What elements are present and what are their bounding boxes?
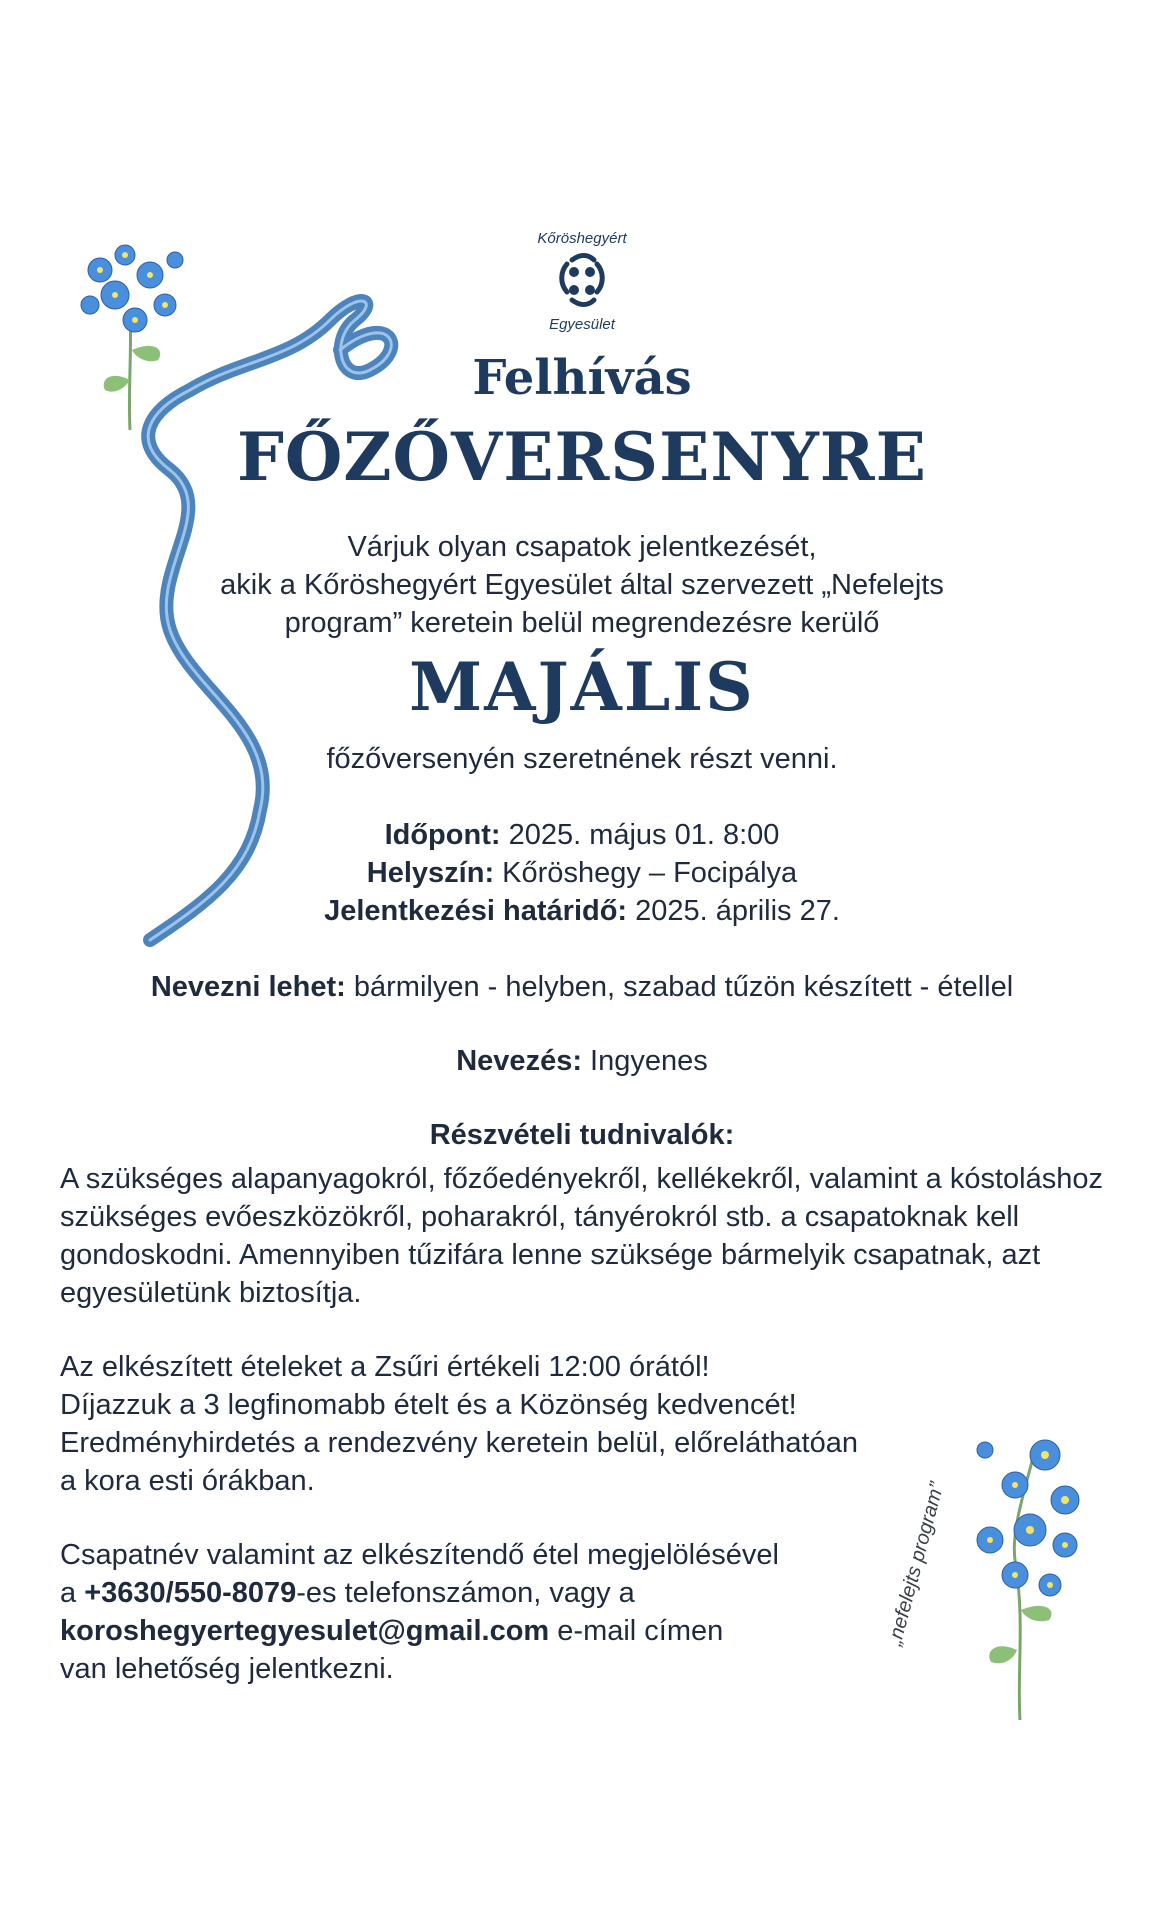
- info-paragraph-1-line-2: szükséges evőeszközökről, poharakról, tányérokról stb. a csapatoknak kell: [60, 1201, 1020, 1233]
- detail-place: [0, 854, 1164, 892]
- intro-end: főzőversenyén szeretnének részt venni.: [326, 743, 838, 775]
- contact-line-2: [60, 1574, 920, 1612]
- contact-line-4: van lehetőség jelentkezni.: [60, 1653, 394, 1685]
- info-paragraph-1-line-4: egyesületünk biztosítja.: [60, 1277, 362, 1309]
- entry-label: Nevezni lehet:: [150, 971, 346, 1003]
- logo-top-text: Kőröshegyért: [537, 230, 627, 247]
- detail-time-value: 2025. május 01. 8:00: [500, 819, 780, 851]
- fee-label: Nevezés:: [456, 1045, 582, 1077]
- email-address[interactable]: koroshegyertegyesulet@gmail.com: [60, 1615, 550, 1647]
- detail-deadline-value: 2025. április 27.: [627, 895, 840, 927]
- contact-line-2-post: -es telefonszámon, vagy a: [296, 1577, 635, 1609]
- event-name: MAJÁLIS: [409, 648, 755, 726]
- detail-time: [0, 816, 1164, 854]
- forget-me-not-flower-icon: [945, 1430, 1105, 1720]
- intro-line-2: akik a Kőröshegyért Egyesület által szervezett „Nefelejts: [220, 569, 944, 601]
- info-paragraph-1-line-1: A szükséges alapanyagokról, főzőedényekről, kellékekről, valamint a kóstoláshoz: [60, 1163, 1103, 1195]
- title-main: FŐZŐVERSENYRE: [237, 418, 927, 496]
- fee-info: [0, 1042, 1164, 1080]
- info-heading: Részvételi tudnivalók:: [429, 1119, 735, 1151]
- detail-deadline-label: Jelentkezési határidő:: [324, 895, 628, 927]
- info-paragraph-2-line-3: Eredményhirdetés a rendezvény keretein belül, előreláthatóan: [60, 1427, 858, 1459]
- info-paragraph-2-line-2: Díjazzuk a 3 legfinomabb ételt és a Közönség kedvencét!: [60, 1389, 797, 1421]
- info-paragraph-1-line-3: gondoskodni. Amennyiben tűzifára lenne szüksége bármelyik csapatnak, azt: [60, 1239, 1041, 1271]
- info-paragraph-2-line-4: a kora esti órákban.: [60, 1465, 315, 1497]
- detail-place-value: Kőröshegy – Focipálya: [494, 857, 798, 889]
- contact-line-2-pre: a: [60, 1577, 85, 1609]
- intro-line-3: program” keretein belül megrendezésre kerülő: [284, 607, 880, 639]
- logo-bottom-text: Egyesület: [549, 316, 615, 333]
- organization-logo: [522, 230, 642, 340]
- contact-line-3: [60, 1612, 920, 1650]
- detail-time-label: Időpont:: [384, 819, 501, 851]
- detail-place-label: Helyszín:: [366, 857, 495, 889]
- title-felhivas: Felhívás: [472, 350, 692, 406]
- info-paragraph-1: [60, 1160, 1120, 1312]
- phone-number[interactable]: +3630/550-8079: [84, 1577, 297, 1609]
- contact-line-3-post: e-mail címen: [549, 1615, 724, 1647]
- intro-line-1: Várjuk olyan csapatok jelentkezését,: [347, 531, 817, 563]
- entry-value: bármilyen - helyben, szabad tűzön készített - étellel: [345, 971, 1014, 1003]
- contact-line-1: Csapatnév valamint az elkészítendő étel megjelölésével: [60, 1539, 779, 1571]
- info-paragraph-2: [60, 1348, 920, 1500]
- detail-deadline: [0, 892, 1164, 930]
- program-tag: „nefelejts program”: [883, 1480, 949, 1648]
- info-paragraph-2-line-1: Az elkészített ételeket a Zsűri értékeli 12:00 órától!: [60, 1351, 710, 1383]
- fee-value: Ingyenes: [581, 1045, 708, 1077]
- people-circle-logo-icon: [552, 252, 612, 312]
- entry-info: [0, 968, 1164, 1006]
- contact-paragraph: [60, 1536, 920, 1688]
